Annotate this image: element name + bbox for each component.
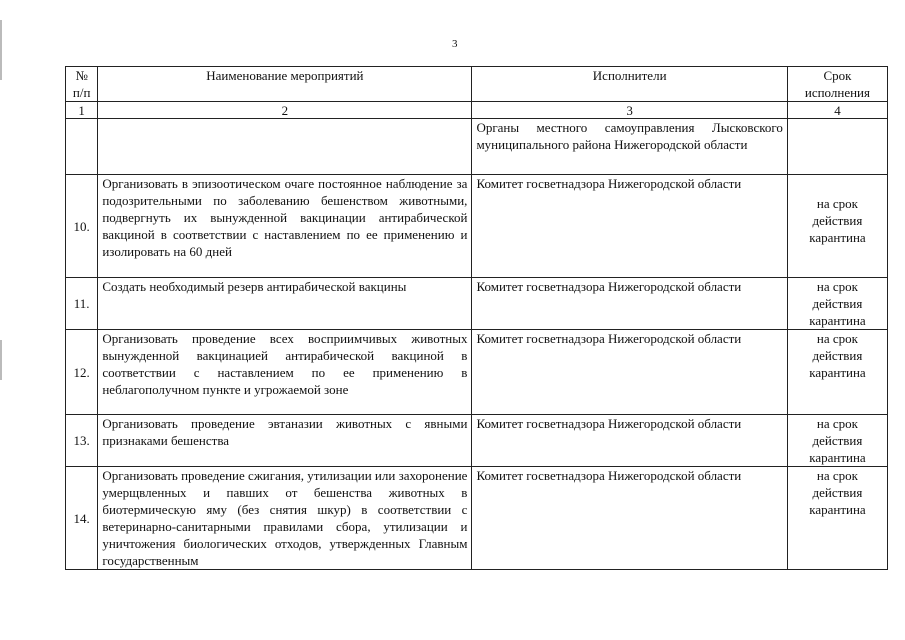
- header-executors: Исполнители: [472, 67, 787, 102]
- measure-name: Создать необходимый резерв антирабической вакцины: [98, 278, 472, 330]
- row-number: 12.: [66, 330, 98, 415]
- header-term: Срок исполнения: [787, 67, 887, 102]
- column-index: 2: [98, 102, 472, 119]
- table-row: [66, 175, 888, 278]
- header-number: № п/п: [66, 67, 98, 102]
- page-number: 3: [452, 38, 458, 50]
- term: [787, 119, 887, 175]
- table-row: [66, 467, 888, 570]
- column-index: 3: [472, 102, 787, 119]
- executor: Комитет госветнадзора Нижегородской области: [472, 175, 787, 278]
- executor: Комитет госветнадзора Нижегородской области: [472, 467, 787, 570]
- term: на срок действия карантина: [787, 330, 887, 415]
- column-index-row: [66, 102, 888, 119]
- measure-name: [98, 119, 472, 175]
- executor: Органы местного самоуправления Лысковского муниципального района Нижегородской области: [472, 119, 787, 175]
- term: на срок действия карантина: [787, 175, 887, 278]
- term: на срок действия карантина: [787, 467, 887, 570]
- executor: Комитет госветнадзора Нижегородской области: [472, 278, 787, 330]
- scan-edge-mark: [0, 340, 2, 380]
- table-row: [66, 330, 888, 415]
- table-row: [66, 415, 888, 467]
- row-number: 13.: [66, 415, 98, 467]
- measures-table: [65, 66, 888, 570]
- measure-name: Организовать проведение всех восприимчивых животных вынужденной вакцинацией антирабической вакциной в соответствии с наставлением по ее применению в неблагополучном пункте и угрожаемой зоне: [98, 330, 472, 415]
- row-number: 14.: [66, 467, 98, 570]
- measure-name: Организовать в эпизоотическом очаге постоянное наблюдение за подозрительными по заболеванию бешенством животными, подвергнуть их вынужденной вакцинации антирабической вакциной в соответствии с наставлением по ее применению и изолировать на 60 дней: [98, 175, 472, 278]
- table-header-row: [66, 67, 888, 102]
- term: на срок действия карантина: [787, 278, 887, 330]
- executor: Комитет госветнадзора Нижегородской области: [472, 330, 787, 415]
- executor: Комитет госветнадзора Нижегородской области: [472, 415, 787, 467]
- term: на срок действия карантина: [787, 415, 887, 467]
- table-row: [66, 278, 888, 330]
- column-index: 4: [787, 102, 887, 119]
- row-number: 10.: [66, 175, 98, 278]
- row-number: 11.: [66, 278, 98, 330]
- header-measure-name: Наименование мероприятий: [98, 67, 472, 102]
- measure-name: Организовать проведение эвтаназии животных с явными признаками бешенства: [98, 415, 472, 467]
- measure-name: Организовать проведение сжигания, утилизации или захоронение умерщвленных и павших от бешенства животных в биотермическую яму (без снятия шкур) в соответствии с ветеринарно-санитарными правилами сбора, утилизации и уничтожения биологических отходов, утвержденных Главным государственным: [98, 467, 472, 570]
- scan-edge-mark: [0, 20, 2, 80]
- table-row: [66, 119, 888, 175]
- row-number: [66, 119, 98, 175]
- column-index: 1: [66, 102, 98, 119]
